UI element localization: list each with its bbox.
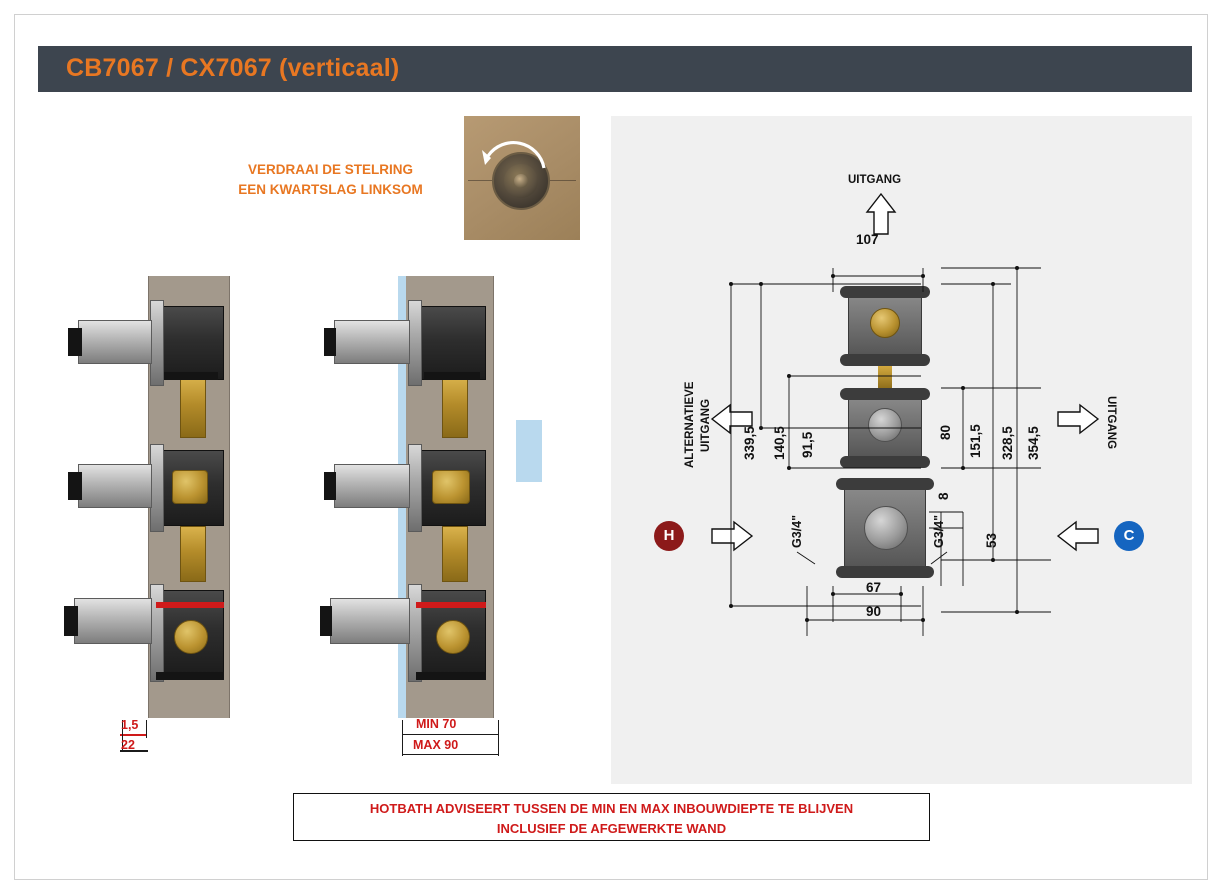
valve-body-upper (416, 306, 486, 380)
label-outlet-top: UITGANG (848, 174, 902, 186)
seal-upper (424, 372, 480, 380)
extension-line-right (498, 720, 499, 756)
section-view-wall-depth-range (320, 268, 560, 768)
dimline-min-70 (402, 734, 498, 735)
dim-22-label: 22 (121, 738, 135, 752)
mount-plate-upper (150, 300, 164, 386)
seal-upper (164, 372, 218, 380)
instruction-line-1: VERDRAAI DE STELRING (247, 162, 413, 177)
thread-left-label: G3/4" (790, 514, 804, 548)
dim-151-5: 151,5 (968, 424, 983, 458)
cap-upper (68, 328, 82, 356)
cartridge-lower (330, 598, 410, 644)
brass-insert-upper (180, 376, 206, 438)
advice-text (293, 799, 930, 839)
rotate-arrow-icon (478, 134, 552, 208)
dimension-network (611, 116, 1192, 784)
label-alt-outlet-line2: UITGANG (700, 398, 712, 452)
brass-insert-upper (442, 376, 468, 438)
instruction-text (218, 160, 443, 199)
label-alt-outlet-line1: ALTERNATIEVE (684, 381, 696, 468)
dim-140-5: 140,5 (772, 426, 787, 460)
dim-53: 53 (984, 532, 999, 548)
dim-8: 8 (936, 492, 951, 500)
advice-line-2: INCLUSIEF DE AFGEWERKTE WAND (496, 821, 727, 837)
dim-min-70-label: MIN 70 (416, 717, 457, 731)
cap-middle (324, 472, 336, 500)
cartridge-lower (74, 598, 152, 644)
rotate-ring-photo (464, 116, 580, 240)
mount-plate-lower (150, 584, 164, 682)
extension-line-b (146, 720, 147, 738)
dim-354-5: 354,5 (1026, 426, 1041, 460)
cap-lower (64, 606, 78, 636)
valve-body-upper (156, 306, 224, 380)
cartridge-middle (334, 464, 410, 508)
mount-plate-middle (408, 444, 422, 532)
dim-90: 90 (866, 604, 882, 619)
brass-hub-lower (436, 620, 470, 654)
label-outlet-right: UITGANG (1105, 396, 1117, 450)
mount-plate-middle (150, 444, 164, 532)
dim-1-5-label: 1,5 (121, 718, 139, 732)
brass-hex-middle (432, 470, 470, 504)
cap-lower (320, 606, 332, 636)
dim-80: 80 (938, 424, 953, 440)
dim-107: 107 (856, 232, 879, 247)
cartridge-upper (334, 320, 410, 364)
outlet-escutcheon (516, 420, 542, 482)
brass-hex-middle (172, 470, 208, 504)
brass-hub-lower (174, 620, 208, 654)
section-view-minimum-depth (60, 268, 290, 752)
brass-insert-middle (442, 526, 468, 582)
dim-339-5: 339,5 (742, 426, 757, 460)
cartridge-middle (78, 464, 152, 508)
cartridge-upper (78, 320, 152, 364)
dim-max-90-label: MAX 90 (413, 738, 459, 752)
dim-91-5: 91,5 (800, 431, 815, 458)
advice-line-1: HOTBATH ADVISEERT TUSSEN DE MIN EN MAX INBOUWDIEPTE TE BLIJVEN (369, 801, 854, 816)
mount-plate-lower (408, 584, 422, 682)
port-badge-cold: C (1114, 521, 1144, 551)
cap-middle (68, 472, 82, 500)
page-title: CB7067 / CX7067 (verticaal) (66, 54, 400, 82)
seal-lower (416, 672, 486, 680)
thread-right-label: G3/4" (932, 514, 946, 548)
brass-insert-middle (180, 526, 206, 582)
port-badge-hot: H (654, 521, 684, 551)
cap-upper (324, 328, 336, 356)
mount-plate-upper (408, 300, 422, 386)
dim-67: 67 (866, 580, 882, 595)
red-marker-lower (156, 602, 224, 608)
dim-328-5: 328,5 (1000, 426, 1015, 460)
dimline-1-5 (120, 734, 146, 736)
red-marker-lower (416, 602, 486, 608)
seal-lower (156, 672, 224, 680)
extension-line-left (402, 720, 403, 756)
dimline-max-90 (402, 754, 498, 755)
instruction-line-2: EEN KWARTSLAG LINKSOM (238, 181, 423, 197)
